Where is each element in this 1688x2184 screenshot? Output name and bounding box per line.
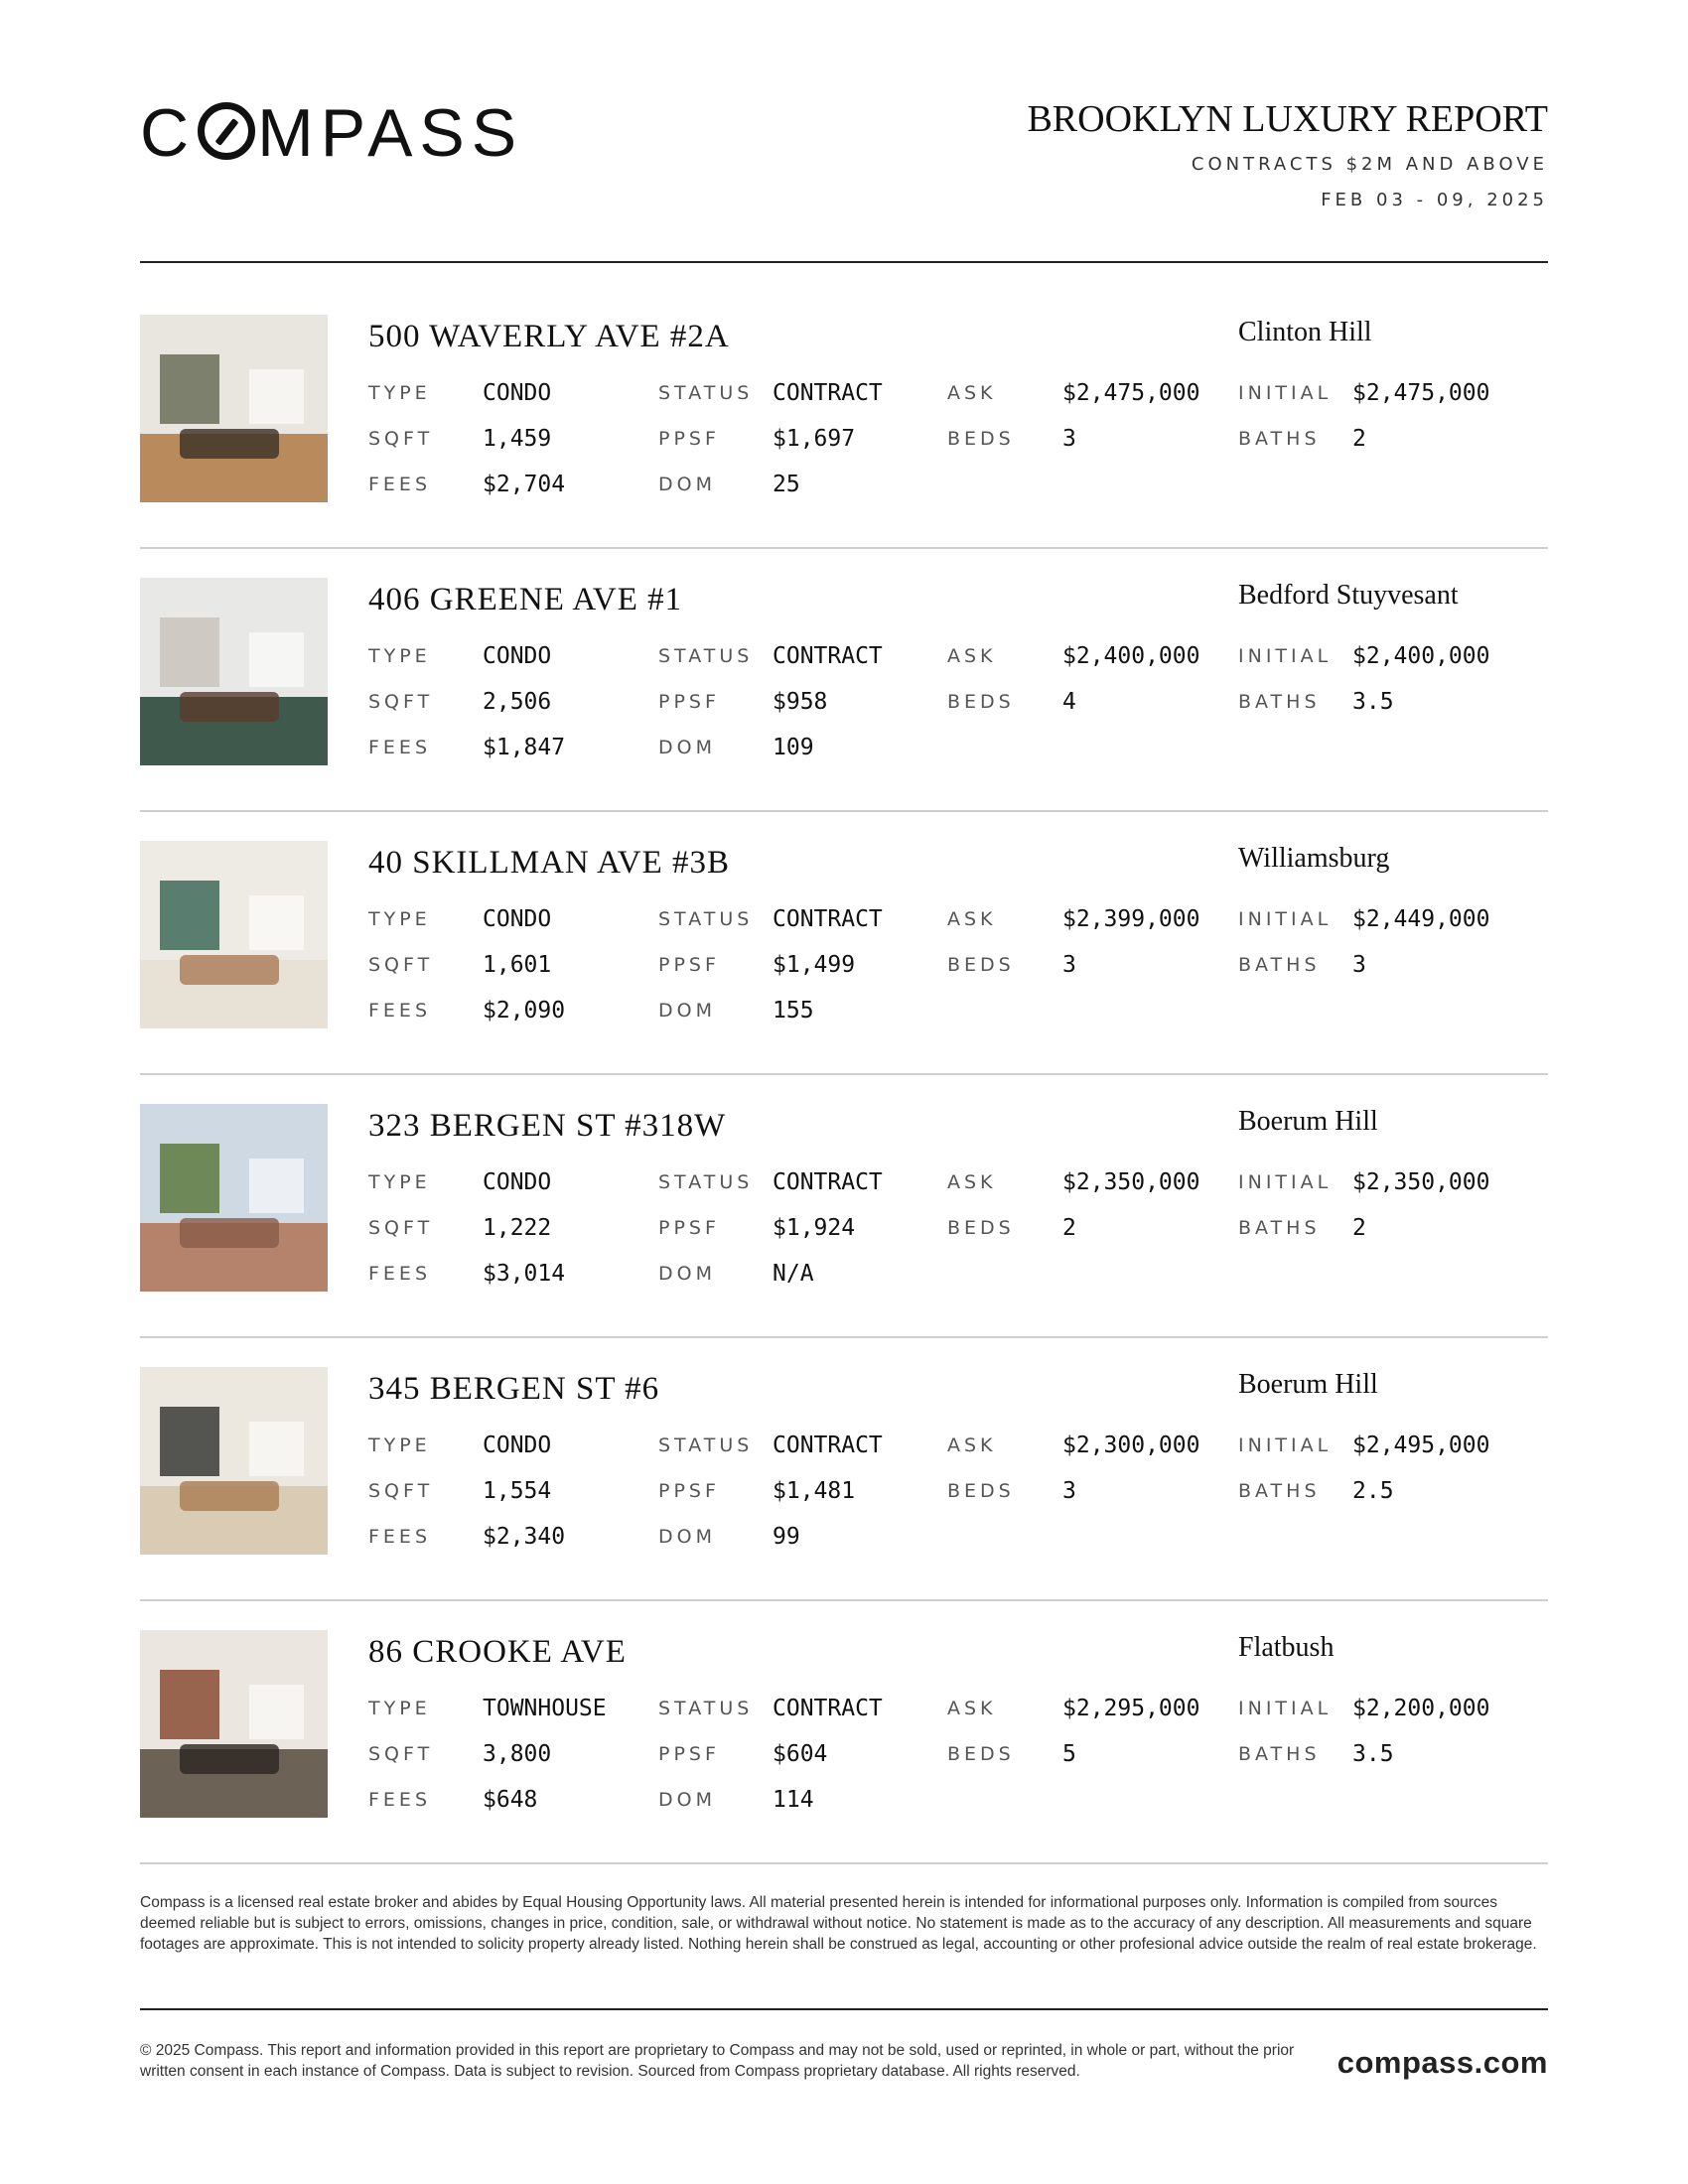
sqft-value: 1,554 xyxy=(483,1478,552,1504)
ask-value: $2,350,000 xyxy=(1062,1169,1200,1195)
listing-photo[interactable] xyxy=(140,841,328,1028)
beds-value: 2 xyxy=(1062,1215,1076,1241)
beds-value: 4 xyxy=(1062,689,1076,715)
listing-row xyxy=(140,315,1548,578)
report-page xyxy=(140,0,1548,2184)
ask-label: ASK xyxy=(947,1434,997,1456)
listing-row xyxy=(140,1104,1548,1367)
type-label: TYPE xyxy=(368,1171,431,1193)
ppsf-value: $1,697 xyxy=(773,426,856,452)
status-value: CONTRACT xyxy=(773,643,883,669)
initial-label: INITIAL xyxy=(1238,1698,1333,1719)
baths-label: BATHS xyxy=(1238,1743,1321,1765)
initial-label: INITIAL xyxy=(1238,908,1333,930)
fees-label: FEES xyxy=(368,737,431,758)
status-value: CONTRACT xyxy=(773,380,883,406)
ppsf-label: PPSF xyxy=(658,954,720,976)
listing-neighborhood: Boerum Hill xyxy=(1238,1369,1378,1400)
status-label: STATUS xyxy=(658,1171,754,1193)
dom-value: N/A xyxy=(773,1261,814,1287)
fees-label: FEES xyxy=(368,1526,431,1548)
fees-value: $648 xyxy=(483,1787,538,1813)
compass-logo: C MPASS xyxy=(140,95,524,171)
listing-neighborhood: Flatbush xyxy=(1238,1632,1335,1663)
type-value: CONDO xyxy=(483,643,552,669)
ppsf-label: PPSF xyxy=(658,428,720,450)
listing-address[interactable]: 86 CROOKE AVE xyxy=(368,1634,627,1670)
dom-value: 114 xyxy=(773,1787,814,1813)
initial-value: $2,350,000 xyxy=(1352,1169,1490,1195)
baths-label: BATHS xyxy=(1238,1480,1321,1502)
initial-value: $2,400,000 xyxy=(1352,643,1490,669)
fees-label: FEES xyxy=(368,1000,431,1022)
report-subtitle: CONTRACTS $2M AND ABOVE xyxy=(1191,154,1548,175)
initial-value: $2,495,000 xyxy=(1352,1433,1490,1458)
type-label: TYPE xyxy=(368,382,431,404)
footer-divider xyxy=(140,2008,1548,2010)
sqft-value: 3,800 xyxy=(483,1741,552,1767)
initial-value: $2,449,000 xyxy=(1352,906,1490,932)
ppsf-value: $1,924 xyxy=(773,1215,856,1241)
compass-website-link[interactable]: compass.com xyxy=(1336,2045,1548,2080)
baths-label: BATHS xyxy=(1238,428,1321,450)
initial-label: INITIAL xyxy=(1238,1171,1333,1193)
listing-row xyxy=(140,1630,1548,1893)
status-label: STATUS xyxy=(658,1698,754,1719)
sqft-label: SQFT xyxy=(368,1217,434,1239)
report-date-range: FEB 03 - 09, 2025 xyxy=(1321,190,1548,210)
beds-value: 3 xyxy=(1062,952,1076,978)
beds-label: BEDS xyxy=(947,954,1015,976)
ppsf-label: PPSF xyxy=(658,1480,720,1502)
ppsf-label: PPSF xyxy=(658,1217,720,1239)
baths-value: 2.5 xyxy=(1352,1478,1394,1504)
baths-value: 3.5 xyxy=(1352,1741,1394,1767)
baths-label: BATHS xyxy=(1238,691,1321,713)
beds-label: BEDS xyxy=(947,428,1015,450)
fees-value: $1,847 xyxy=(483,735,566,760)
copyright-text: © 2025 Compass. This report and information provided in this report are proprietary to Compass and may not be sold, used or reprinted, in whole or part, without the prior written consent in each instance of Compass. Data is subject to revision. Sourced from Compass proprietary database. All rights reserved. xyxy=(140,2042,1295,2080)
ppsf-value: $1,481 xyxy=(773,1478,856,1504)
ask-label: ASK xyxy=(947,645,997,667)
baths-label: BATHS xyxy=(1238,954,1321,976)
beds-label: BEDS xyxy=(947,1480,1015,1502)
report-title: BROOKLYN LUXURY REPORT xyxy=(1027,98,1548,140)
dom-value: 99 xyxy=(773,1524,800,1550)
status-label: STATUS xyxy=(658,382,754,404)
dom-value: 25 xyxy=(773,472,800,497)
type-value: CONDO xyxy=(483,1433,552,1458)
sqft-label: SQFT xyxy=(368,1480,434,1502)
baths-value: 2 xyxy=(1352,426,1366,452)
ask-value: $2,399,000 xyxy=(1062,906,1200,932)
dom-label: DOM xyxy=(658,1000,716,1022)
initial-value: $2,200,000 xyxy=(1352,1696,1490,1721)
status-label: STATUS xyxy=(658,1434,754,1456)
listing-photo[interactable] xyxy=(140,315,328,502)
sqft-label: SQFT xyxy=(368,1743,434,1765)
ask-label: ASK xyxy=(947,908,997,930)
sqft-label: SQFT xyxy=(368,954,434,976)
initial-label: INITIAL xyxy=(1238,1434,1333,1456)
dom-label: DOM xyxy=(658,1789,716,1811)
listing-neighborhood: Boerum Hill xyxy=(1238,1106,1378,1137)
listing-address[interactable]: 406 GREENE AVE #1 xyxy=(368,582,683,617)
sqft-label: SQFT xyxy=(368,691,434,713)
listing-photo[interactable] xyxy=(140,1367,328,1555)
fees-label: FEES xyxy=(368,1789,431,1811)
beds-value: 5 xyxy=(1062,1741,1076,1767)
status-value: CONTRACT xyxy=(773,1433,883,1458)
listing-row xyxy=(140,1367,1548,1630)
beds-value: 3 xyxy=(1062,1478,1076,1504)
ask-label: ASK xyxy=(947,382,997,404)
dom-label: DOM xyxy=(658,474,716,495)
ask-value: $2,300,000 xyxy=(1062,1433,1200,1458)
initial-label: INITIAL xyxy=(1238,382,1333,404)
disclaimer-text: Compass is a licensed real estate broker and abides by Equal Housing Opportunity laws. All material presented herein is intended for informational purposes only. Information is compiled from sources deemed reliable but is subject to errors, omissions, changes in price, condition, sale, or withdrawal without notice. No statement is made as to the accuracy of any description. All measurements and square footages are approximate. This is not intended to solicity property already listed. Nothing herein shall be construed as legal, accounting or other profesional advice outside the realm of real estate brokerage. xyxy=(140,1894,1537,1953)
type-label: TYPE xyxy=(368,645,431,667)
ask-value: $2,295,000 xyxy=(1062,1696,1200,1721)
ask-value: $2,475,000 xyxy=(1062,380,1200,406)
sqft-value: 1,222 xyxy=(483,1215,552,1241)
status-value: CONTRACT xyxy=(773,906,883,932)
listing-divider xyxy=(140,1336,1548,1338)
fees-value: $2,090 xyxy=(483,998,566,1024)
ppsf-value: $958 xyxy=(773,689,828,715)
listing-row xyxy=(140,841,1548,1104)
listing-address[interactable]: 345 BERGEN ST #6 xyxy=(368,1371,660,1407)
type-value: CONDO xyxy=(483,1169,552,1195)
sqft-value: 1,459 xyxy=(483,426,552,452)
ppsf-label: PPSF xyxy=(658,1743,720,1765)
baths-value: 2 xyxy=(1352,1215,1366,1241)
listing-photo[interactable] xyxy=(140,1630,328,1818)
listing-row xyxy=(140,578,1548,841)
beds-label: BEDS xyxy=(947,1217,1015,1239)
header-divider xyxy=(140,261,1548,263)
type-value: TOWNHOUSE xyxy=(483,1696,607,1721)
listing-neighborhood: Bedford Stuyvesant xyxy=(1238,580,1459,611)
ppsf-value: $604 xyxy=(773,1741,828,1767)
beds-value: 3 xyxy=(1062,426,1076,452)
ppsf-value: $1,499 xyxy=(773,952,856,978)
baths-value: 3 xyxy=(1352,952,1366,978)
sqft-value: 2,506 xyxy=(483,689,552,715)
listing-photo[interactable] xyxy=(140,578,328,765)
fees-label: FEES xyxy=(368,474,431,495)
dom-label: DOM xyxy=(658,737,716,758)
dom-label: DOM xyxy=(658,1263,716,1285)
dom-value: 109 xyxy=(773,735,814,760)
listing-address[interactable]: 40 SKILLMAN AVE #3B xyxy=(368,845,731,881)
initial-value: $2,475,000 xyxy=(1352,380,1490,406)
listing-neighborhood: Clinton Hill xyxy=(1238,317,1372,347)
listing-address[interactable]: 323 BERGEN ST #318W xyxy=(368,1108,727,1144)
beds-label: BEDS xyxy=(947,691,1015,713)
status-value: CONTRACT xyxy=(773,1169,883,1195)
sqft-label: SQFT xyxy=(368,428,434,450)
ppsf-label: PPSF xyxy=(658,691,720,713)
baths-label: BATHS xyxy=(1238,1217,1321,1239)
fees-label: FEES xyxy=(368,1263,431,1285)
listing-divider xyxy=(140,1862,1548,1864)
ask-label: ASK xyxy=(947,1171,997,1193)
type-value: CONDO xyxy=(483,380,552,406)
listing-divider xyxy=(140,1599,1548,1601)
dom-value: 155 xyxy=(773,998,814,1024)
type-label: TYPE xyxy=(368,908,431,930)
ask-value: $2,400,000 xyxy=(1062,643,1200,669)
fees-value: $3,014 xyxy=(483,1261,566,1287)
status-label: STATUS xyxy=(658,645,754,667)
ask-label: ASK xyxy=(947,1698,997,1719)
fees-value: $2,340 xyxy=(483,1524,566,1550)
listing-divider xyxy=(140,547,1548,549)
dom-label: DOM xyxy=(658,1526,716,1548)
sqft-value: 1,601 xyxy=(483,952,552,978)
type-label: TYPE xyxy=(368,1698,431,1719)
baths-value: 3.5 xyxy=(1352,689,1394,715)
status-label: STATUS xyxy=(658,908,754,930)
listing-photo[interactable] xyxy=(140,1104,328,1292)
type-value: CONDO xyxy=(483,906,552,932)
listing-address[interactable]: 500 WAVERLY AVE #2A xyxy=(368,319,730,354)
beds-label: BEDS xyxy=(947,1743,1015,1765)
listing-divider xyxy=(140,1073,1548,1075)
listing-neighborhood: Williamsburg xyxy=(1238,843,1390,874)
status-value: CONTRACT xyxy=(773,1696,883,1721)
listing-divider xyxy=(140,810,1548,812)
type-label: TYPE xyxy=(368,1434,431,1456)
fees-value: $2,704 xyxy=(483,472,566,497)
initial-label: INITIAL xyxy=(1238,645,1333,667)
